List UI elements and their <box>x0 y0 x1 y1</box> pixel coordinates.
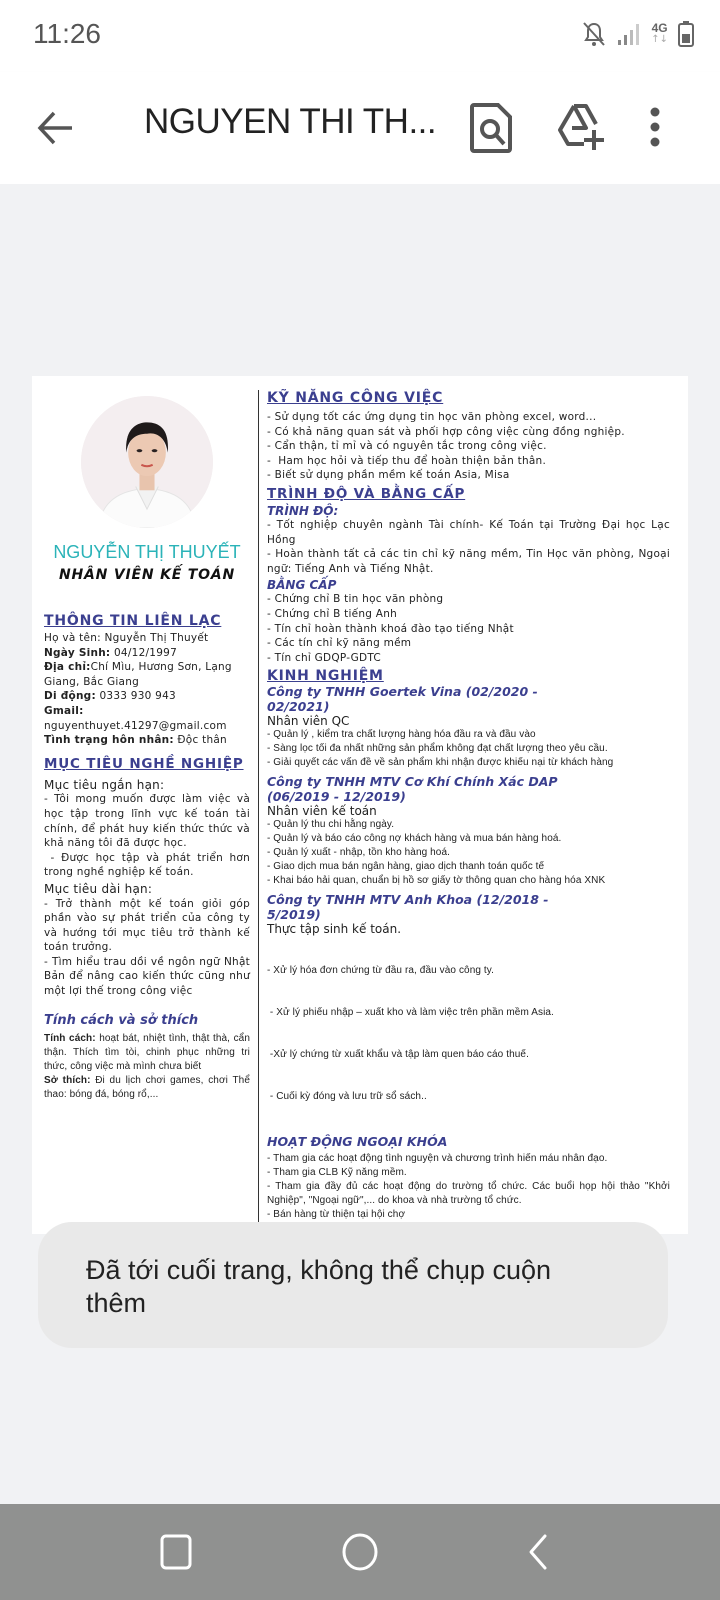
experience-heading: KINH NGHIỆM <box>267 668 384 685</box>
left-column <box>44 390 258 1222</box>
job-duty: - Quản lý xuất - nhập, tồn kho hàng hoá. <box>267 847 451 859</box>
job-duties <box>267 818 670 888</box>
contact-phone: 0333 930 943 <box>99 690 176 703</box>
profile-photo <box>81 396 213 528</box>
objective-long-label: Mục tiêu dài hạn: <box>44 881 153 896</box>
contact-dob-label: Ngày Sinh: <box>44 646 111 659</box>
skills-heading: KỸ NĂNG CÔNG VIỆC <box>267 390 444 406</box>
certificate-item: - Tín chỉ GDQP-GDTC <box>267 651 381 664</box>
navigation-bar <box>0 1504 720 1600</box>
skills-list <box>267 410 670 483</box>
app-toolbar <box>0 72 720 184</box>
recents-icon[interactable] <box>152 1528 202 1578</box>
job-duty: - Xử lý hóa đơn chứng từ đầu ra, đầu vào công ty. <box>267 965 495 977</box>
certificate-item: - Các tín chỉ kỹ năng mềm <box>267 637 412 650</box>
activity-item: - Tham gia đầy đủ các hoạt động do trường tổ chức. Các buổi họp hội thảo "Khởi Nghiệp", "Ngoại ngữ",... do khoa và nhà trường tổ chức. <box>267 1181 670 1207</box>
job-role: Thực tập sinh kế toán. <box>267 922 402 937</box>
network-4g-icon <box>651 22 668 46</box>
back-chevron-icon[interactable] <box>515 1528 565 1578</box>
toast-message: Đã tới cuối trang, không thể chụp cuộn thêm <box>86 1255 551 1318</box>
contact-email-label: Gmail: <box>44 704 84 717</box>
objective-long-1: - Trở thành một kế toán giỏi góp phần vào sự phát triển của công ty và hướng tới mục tiêu trở thành kế toán trưởng. <box>44 897 250 954</box>
contact-info <box>44 631 250 748</box>
skill-item: - Biết sử dụng phần mềm kế toán Asia, Misa <box>267 469 510 482</box>
activities-heading: HOẠT ĐỘNG NGOẠI KHÓA <box>267 1134 448 1150</box>
find-in-page-icon[interactable] <box>466 102 516 154</box>
job-duty: -Xử lý chứng từ xuất khẩu và tập làm quen báo cáo thuế. <box>267 1049 529 1061</box>
signal-icon <box>617 22 641 46</box>
candidate-name: NGUYỄN THỊ THUYẾT <box>53 542 241 562</box>
add-to-drive-icon[interactable] <box>556 102 606 154</box>
contact-marital-label: Tình trạng hôn nhân: <box>44 734 174 747</box>
job-duty: - Khai báo hải quan, chuẩn bị hồ sơ giấy tờ thông quan cho hàng hóa XNK <box>267 875 606 887</box>
job-duties <box>267 728 670 770</box>
home-icon[interactable] <box>335 1528 385 1578</box>
job-company: Công ty TNHH MTV Cơ Khí Chính Xác DAP (06/2019 - 12/2019) <box>267 774 558 805</box>
certificate-item: - Chứng chỉ B tiếng Anh <box>267 607 398 620</box>
education-heading: TRÌNH ĐỘ VÀ BẰNG CẤP <box>267 485 466 502</box>
job-duty: - Quản lý và báo cáo công nợ khách hàng và mua bán hàng hoá. <box>267 833 562 845</box>
job-duty: - Giao dịch mua bán ngân hàng, giao dịch thanh toán quốc tế <box>267 861 545 873</box>
job-company: Công ty TNHH Goertek Vina (02/2020 - 02/2021) <box>267 684 538 715</box>
activities-list <box>267 1152 670 1222</box>
activity-item: - Bán hàng từ thiện tại hội chợ <box>267 1209 406 1221</box>
education-level-list <box>267 518 670 576</box>
education-level-label: TRÌNH ĐỘ: <box>267 503 339 518</box>
toast-notification <box>38 1222 668 1348</box>
skill-item: - Có khả năng quan sát và phối hợp công việc cùng đồng nghiệp. <box>267 425 625 438</box>
contact-marital: Độc thân <box>177 734 227 747</box>
skill-item: - Sử dụng tốt các ứng dụng tin học văn phòng excel, word... <box>267 411 597 423</box>
objective-body <box>44 777 254 999</box>
personality-body <box>44 1032 250 1102</box>
personality-traits-label: Tính cách: <box>44 1032 96 1044</box>
personality-heading: Tính cách và sở thích <box>44 1012 199 1028</box>
contact-phone-label: Di động: <box>44 690 96 703</box>
personality-hobbies: Đi du lịch chơi games, chơi Thể thao: bóng đá, bóng rổ,... <box>44 1074 250 1100</box>
job-duty: - Xử lý phiếu nhập – xuất kho và làm việc trên phần mềm Asia. <box>267 1007 554 1019</box>
objective-short-2: - Được học tập và phát triển hơn trong nghề nghiệp kế toán. <box>44 851 254 879</box>
personality-hobbies-label: Sở thích: <box>44 1074 91 1086</box>
objective-heading: MỤC TIÊU NGHỀ NGHIỆP <box>44 755 244 772</box>
right-column <box>258 390 670 1222</box>
job-duty: - Quản lý , kiểm tra chất lượng hàng hóa đầu ra và đầu vào <box>267 729 536 741</box>
skill-item: - Ham học hỏi và tiếp thu để hoàn thiện bản thân. <box>267 454 547 467</box>
activity-item: - Tham gia các hoạt động tình nguyện và chương trình hiến máu nhân đạo. <box>267 1153 608 1165</box>
objective-short-label: Mục tiêu ngắn hạn: <box>44 777 165 792</box>
certificate-list <box>267 592 670 665</box>
status-bar <box>0 0 720 72</box>
battery-icon <box>678 21 694 47</box>
objective-long-2: - Tìm hiểu trau dồi về ngôn ngữ Nhật Bản để nâng cao kiến thức cũng như một lợi thế trong công việc <box>44 955 250 998</box>
data-arrows-icon: ↑↓ <box>651 34 668 45</box>
certificate-item: - Tín chỉ hoàn thành khoá đào tạo tiếng Nhật <box>267 622 514 635</box>
more-vert-icon[interactable] <box>640 102 670 154</box>
education-level-item: - Hoàn thành tất cả các tin chỉ kỹ năng mềm, Tin Học văn phòng, Ngoại ngữ: Tiếng Anh và Tiếng Nhật. <box>267 548 670 575</box>
document-title: NGUYEN THI TH... <box>144 102 437 141</box>
pdf-page <box>32 376 688 1234</box>
bell-off-icon <box>581 20 607 48</box>
contact-fullname: Họ và tên: Nguyễn Thị Thuyết <box>44 632 209 644</box>
job-duty: - Cuối kỳ đóng và lưu trữ sổ sách.. <box>267 1091 427 1103</box>
job-company: Công ty TNHH MTV Anh Khoa (12/2018 - 5/2019) <box>267 892 549 923</box>
network-type: 4G <box>651 21 668 35</box>
job-duty: - Sàng lọc tối đa nhất những sản phẩm không đạt chất lượng theo yêu cầu. <box>267 743 608 755</box>
contact-address: Chí Mìu, Hương Sơn, Lạng Giang, Bắc Giang <box>44 661 232 688</box>
objective-short-1: - Tôi mong muốn được làm việc và học tập trong lĩnh vực kế toán tài chính, để phát huy kiến thức thức và khả năng tôi đã được học. <box>44 793 250 850</box>
certificate-item: - Chứng chỉ B tin học văn phòng <box>267 593 444 606</box>
activity-item: - Tham gia CLB Kỹ năng mềm. <box>267 1167 407 1179</box>
education-level-item: - Tốt nghiệp chuyên ngành Tài chính- Kế Toán tại Trường Đại học Lạc Hồng <box>267 518 670 546</box>
job-role: Nhân viên QC <box>267 714 350 729</box>
job-role: Nhân viên kế toán <box>267 804 377 819</box>
contact-email: nguyenthuyet.41297@gmail.com <box>44 719 227 732</box>
contact-heading: THÔNG TIN LIÊN LẠC <box>44 613 222 629</box>
job-duty: - Giải quyết các vấn đề về sản phẩm khi nhận được khiếu nại từ khách hàng <box>267 757 614 769</box>
status-time: 11:26 <box>33 18 101 49</box>
contact-address-label: Địa chỉ: <box>44 661 91 674</box>
arrow-left-icon[interactable] <box>34 106 78 150</box>
personality-traits: hoạt bát, nhiệt tình, thật thà, cẩn thận. Thích tìm tòi, chinh phục những tri thức, công việc mà mình chưa biết <box>44 1032 250 1072</box>
status-icons <box>581 20 694 48</box>
certificate-label: BẰNG CẤP <box>267 578 337 593</box>
job-duty: - Quản lý thu chi hằng ngày. <box>267 819 395 831</box>
skill-item: - Cẩn thận, tỉ mỉ và có nguyên tắc trong công việc. <box>267 440 547 453</box>
candidate-position: NHÂN VIÊN KẾ TOÁN <box>59 567 235 583</box>
contact-dob: 04/12/1997 <box>113 646 178 659</box>
job-duties <box>267 936 670 1132</box>
